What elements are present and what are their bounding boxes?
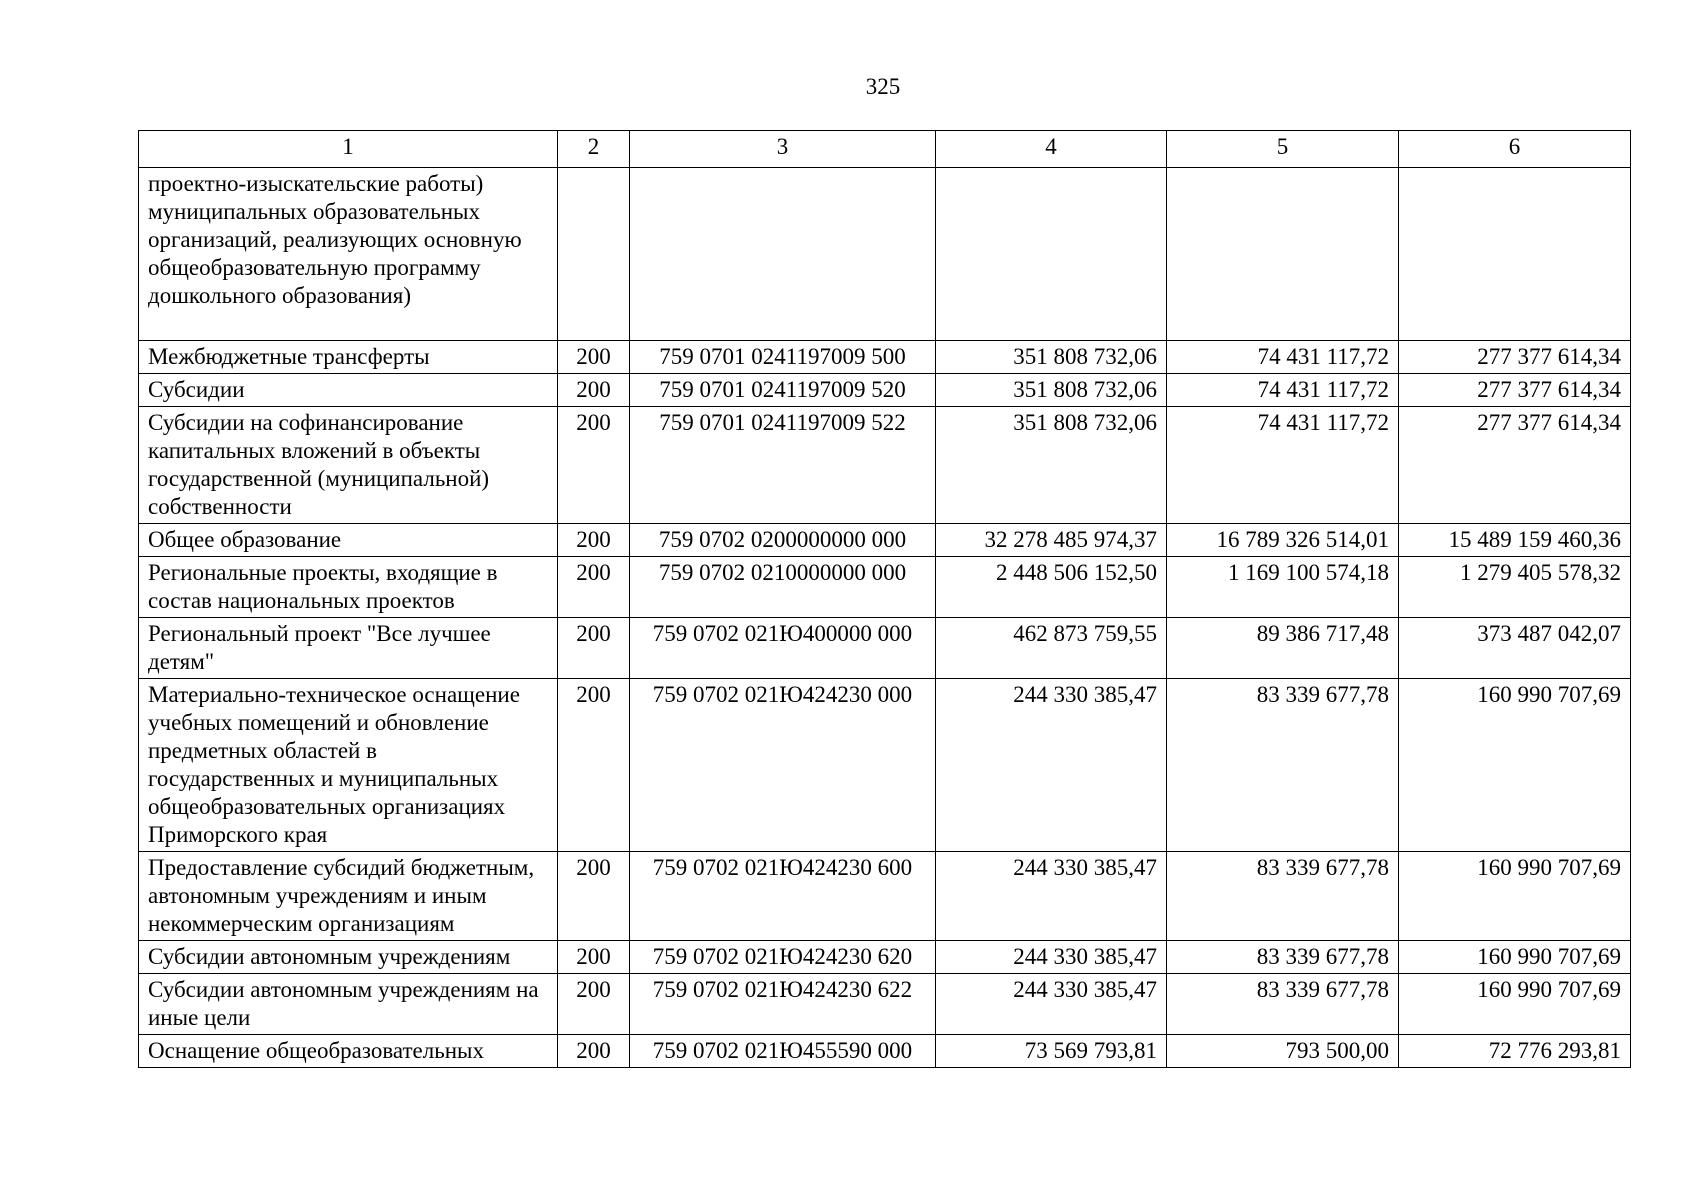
row-value-col6: 15 489 159 460,36 (1399, 524, 1631, 557)
table-row (139, 618, 1631, 679)
row-budget-code: 759 0702 021Ю424230 620 (630, 941, 936, 974)
row-value-col5: 793 500,00 (1167, 1035, 1399, 1068)
row-budget-code: 759 0702 021Ю455590 000 (630, 1035, 936, 1068)
row-value-col5: 83 339 677,78 (1167, 852, 1399, 941)
row-budget-code: 759 0701 0241197009 500 (630, 341, 936, 374)
row-name: Субсидии на софинансирование капитальных вложений в объекты государственной (муниципальной) собственности (139, 407, 558, 524)
row-name: Материально-техническое оснащение учебных помещений и обновление предметных областей в государственных и муниципальных общеобразовательных организациях Приморского края (139, 679, 558, 852)
row-admin-code: 200 (558, 374, 630, 407)
row-admin-code: 200 (558, 341, 630, 374)
row-name: Предоставление субсидий бюджетным, автономным учреждениям и иным некоммерческим организациям (139, 852, 558, 941)
table-row (139, 679, 1631, 852)
row-name: Субсидии автономным учреждениям (139, 941, 558, 974)
row-value-col6: 373 487 042,07 (1399, 618, 1631, 679)
row-value-col4: 2 448 506 152,50 (936, 557, 1167, 618)
row-name: проектно-изыскательские работы) муниципальных образовательных организаций, реализующих основную общеобразовательную программу дошкольного образования) (139, 168, 558, 341)
table-row (139, 524, 1631, 557)
row-value-col4: 351 808 732,06 (936, 407, 1167, 524)
row-value-col5: 1 169 100 574,18 (1167, 557, 1399, 618)
column-header: 3 (630, 131, 936, 168)
column-header: 4 (936, 131, 1167, 168)
row-name: Оснащение общеобразовательных (139, 1035, 558, 1068)
budget-table (138, 130, 1631, 1068)
row-budget-code (630, 168, 936, 341)
row-value-col4: 73 569 793,81 (936, 1035, 1167, 1068)
row-value-col6 (1399, 168, 1631, 341)
row-value-col4: 32 278 485 974,37 (936, 524, 1167, 557)
row-value-col6: 160 990 707,69 (1399, 941, 1631, 974)
row-value-col4 (936, 168, 1167, 341)
table-row (139, 557, 1631, 618)
row-value-col6: 160 990 707,69 (1399, 679, 1631, 852)
table-row (139, 1035, 1631, 1068)
row-budget-code: 759 0702 0210000000 000 (630, 557, 936, 618)
row-value-col4: 244 330 385,47 (936, 974, 1167, 1035)
table-row (139, 374, 1631, 407)
column-header: 6 (1399, 131, 1631, 168)
row-value-col6: 1 279 405 578,32 (1399, 557, 1631, 618)
table-row (139, 168, 1631, 341)
row-admin-code: 200 (558, 557, 630, 618)
row-value-col4: 244 330 385,47 (936, 679, 1167, 852)
row-admin-code: 200 (558, 679, 630, 852)
row-admin-code: 200 (558, 974, 630, 1035)
row-value-col6: 277 377 614,34 (1399, 407, 1631, 524)
column-header: 5 (1167, 131, 1399, 168)
row-name: Субсидии (139, 374, 558, 407)
row-name: Общее образование (139, 524, 558, 557)
page-number: 325 (865, 74, 901, 99)
row-budget-code: 759 0701 0241197009 522 (630, 407, 936, 524)
row-value-col5: 83 339 677,78 (1167, 941, 1399, 974)
row-value-col5: 16 789 326 514,01 (1167, 524, 1399, 557)
table-header-row (139, 131, 1631, 168)
row-name: Региональные проекты, входящие в состав национальных проектов (139, 557, 558, 618)
table-row (139, 941, 1631, 974)
row-value-col5 (1167, 168, 1399, 341)
row-value-col6: 277 377 614,34 (1399, 341, 1631, 374)
table-row (139, 974, 1631, 1035)
column-header: 1 (139, 131, 558, 168)
row-value-col4: 351 808 732,06 (936, 341, 1167, 374)
row-budget-code: 759 0702 021Ю424230 000 (630, 679, 936, 852)
row-budget-code: 759 0702 021Ю400000 000 (630, 618, 936, 679)
row-budget-code: 759 0702 0200000000 000 (630, 524, 936, 557)
row-value-col5: 89 386 717,48 (1167, 618, 1399, 679)
table-row (139, 852, 1631, 941)
row-name: Субсидии автономным учреждениям на иные цели (139, 974, 558, 1035)
table-row (139, 407, 1631, 524)
row-name: Региональный проект "Все лучшее детям" (139, 618, 558, 679)
row-value-col5: 83 339 677,78 (1167, 679, 1399, 852)
row-budget-code: 759 0702 021Ю424230 600 (630, 852, 936, 941)
row-value-col6: 160 990 707,69 (1399, 974, 1631, 1035)
row-value-col6: 160 990 707,69 (1399, 852, 1631, 941)
row-budget-code: 759 0701 0241197009 520 (630, 374, 936, 407)
row-value-col6: 72 776 293,81 (1399, 1035, 1631, 1068)
row-admin-code: 200 (558, 941, 630, 974)
row-admin-code: 200 (558, 407, 630, 524)
row-value-col5: 74 431 117,72 (1167, 341, 1399, 374)
row-value-col5: 74 431 117,72 (1167, 407, 1399, 524)
row-admin-code (558, 168, 630, 341)
column-header: 2 (558, 131, 630, 168)
row-budget-code: 759 0702 021Ю424230 622 (630, 974, 936, 1035)
row-value-col4: 244 330 385,47 (936, 852, 1167, 941)
row-admin-code: 200 (558, 852, 630, 941)
table-row (139, 341, 1631, 374)
row-admin-code: 200 (558, 618, 630, 679)
row-admin-code: 200 (558, 524, 630, 557)
row-value-col5: 83 339 677,78 (1167, 974, 1399, 1035)
row-value-col4: 462 873 759,55 (936, 618, 1167, 679)
row-admin-code: 200 (558, 1035, 630, 1068)
row-value-col6: 277 377 614,34 (1399, 374, 1631, 407)
row-value-col4: 351 808 732,06 (936, 374, 1167, 407)
row-value-col5: 74 431 117,72 (1167, 374, 1399, 407)
row-value-col4: 244 330 385,47 (936, 941, 1167, 974)
row-name: Межбюджетные трансферты (139, 341, 558, 374)
